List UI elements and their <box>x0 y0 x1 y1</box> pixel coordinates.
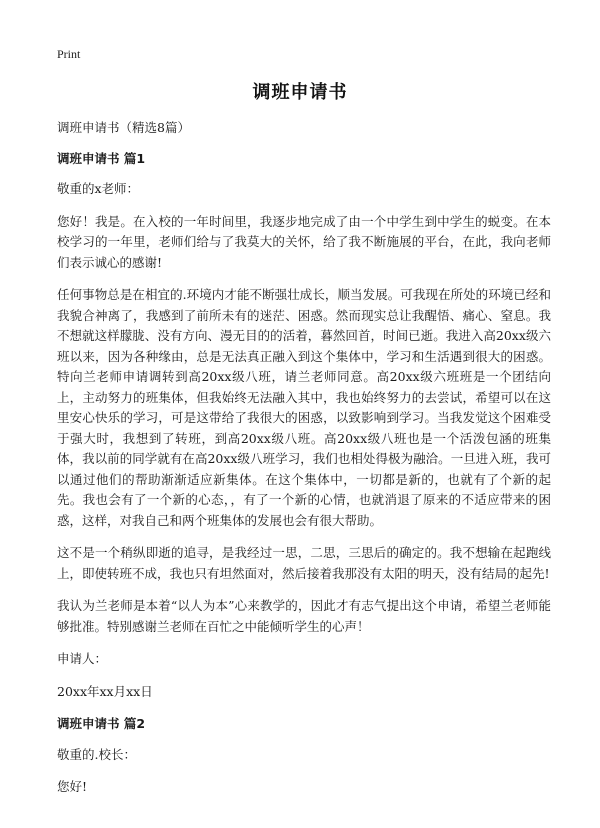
paragraph-request: 我认为兰老师是本着“以人为本”心来教学的，因此才有志气提出这个申请，希望兰老师能够批准。特别感谢兰老师在百忙之中能倾听学生的心声！ <box>57 598 551 634</box>
greeting-2: 您好! <box>57 779 88 794</box>
print-label: Print <box>57 47 81 61</box>
salutation-2: 敬重的.校长： <box>57 746 136 762</box>
document-body <box>57 118 551 810</box>
salutation-1: 敬重的x老师： <box>57 181 140 196</box>
document-subtitle: 调班申请书（精选8篇） <box>57 120 190 135</box>
date-line: 20xx年xx月xx日 <box>57 683 153 699</box>
document-title: 调班申请书 <box>252 82 348 103</box>
section-heading-1: 调班申请书 篇1 <box>57 150 146 166</box>
paragraph-decision: 这不是一个稍纵即逝的追寻，是我经过一思，二思，三思后的确定的。我不想输在起跑线上，即使转班不成，我也只有坦然面对，然后接着我那没有太阳的明天，没有结局的起先! <box>57 545 551 581</box>
paragraph-reasons: 任何事物总是在相宜的.环境内才能不断强壮成长，顺当发展。可我现在所处的环境已经和我貌合神离了，我感到了前所未有的迷茫、困惑。然而现实总让我醒悟、痛心、窒息。我不想就这样朦胧、没有方向、漫无目的的活着，暮然回首，时间已逝。我进入高20xx级六班以来，因为各种缘由，总是无法真正融入到这个集体中，学习和生活遇到很大的困惑。特向兰老师申请调转到高20xx级八班，请兰老师同意。高20xx级六班班是一个团结向上，主动努力的班集体，但我始终无法融入其中，我也始终努力的去尝试，希望可以在这里安心快乐的学习，可是这带给了我很大的困惑，以致影响到学习。当我发觉这个困难受于强大时，我想到了转班，到高20xx级八班。高20xx级八班也是一个活泼包涵的班集体，我以前的同学就有在高20xx级八班学习，我们也相处得极为融洽。一旦进入班，我可以通过他们的帮助渐渐适应新集体。在这个集体中，一切都是新的，也就有了个新的起先。我也会有了一个新的心态，，有了一个新的心情，也就消退了原来的不适应带来的困惑，这样，对我自己和两个班集体的发展也会有很大帮助。 <box>57 287 551 528</box>
signature-line: 申请人： <box>57 651 108 666</box>
section-heading-2: 调班申请书 篇2 <box>57 716 146 731</box>
paragraph-greeting: 您好！我是。在入校的一年时间里，我逐步地完成了由一个中学生到中学生的蜕变。在本校学习的一年里，老师们给与了我莫大的关怀，给了我不断施展的平台，在此，我向老师们表示诚心的感谢! <box>57 213 551 270</box>
